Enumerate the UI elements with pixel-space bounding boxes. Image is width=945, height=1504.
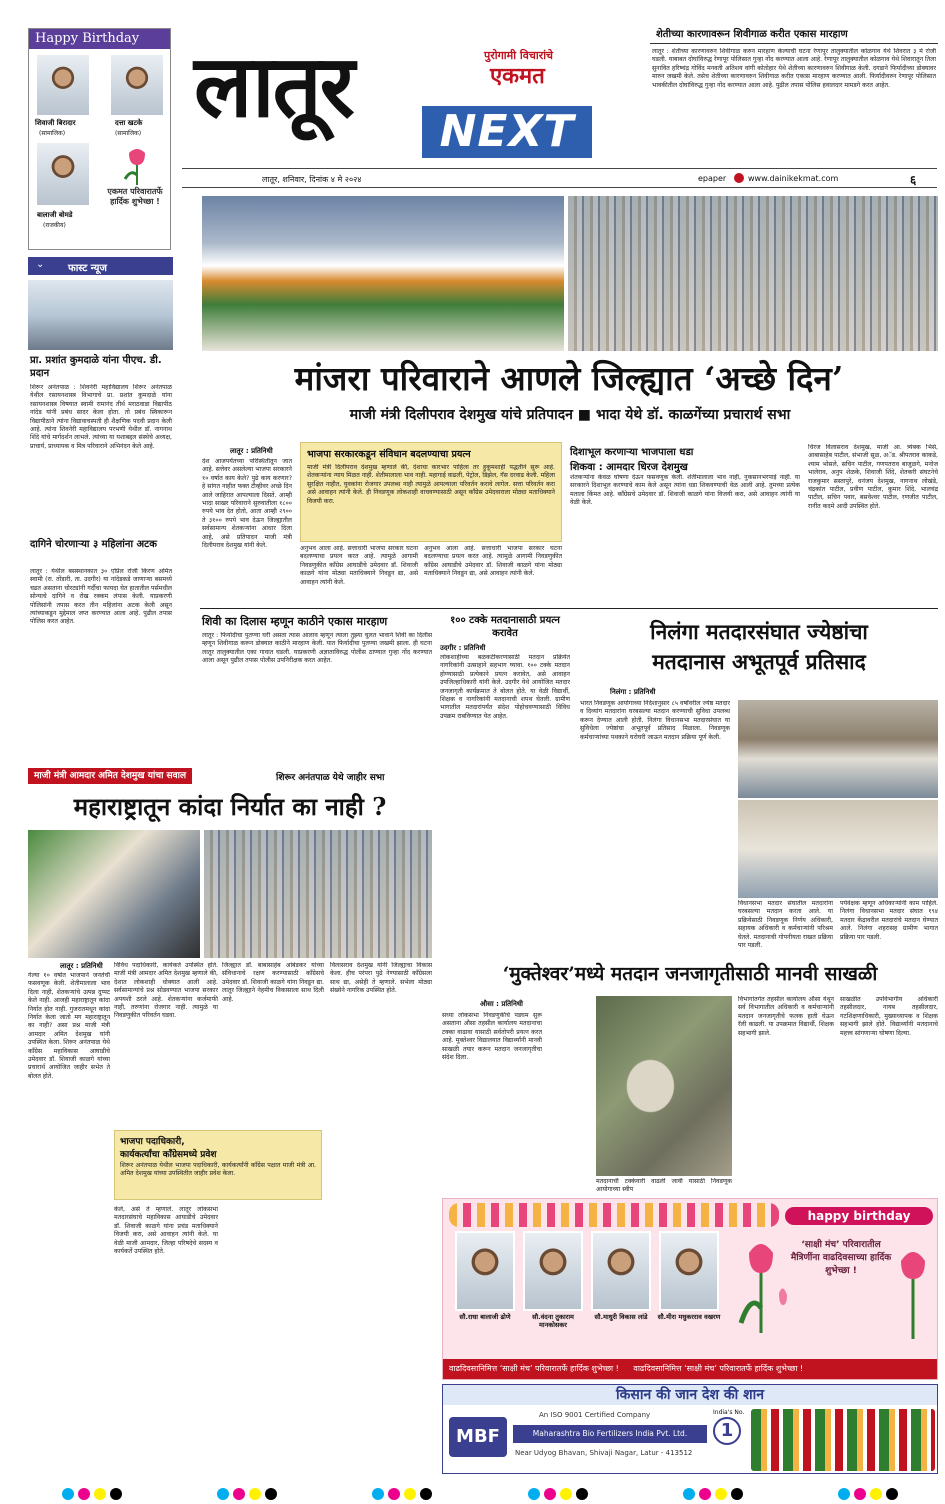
kanda-tag: माजी मंत्री आमदार अमित देशमुख यांचा सवाल <box>28 768 192 784</box>
sakshi-wish: ‘साक्षी मंच’ परिवारातील मैत्रिणींना वाढदिवसाच्या हार्दिक शुभेच्छा ! <box>790 1240 892 1276</box>
cmyk-swatch <box>60 1485 124 1499</box>
sakshi-photo-4 <box>659 1231 719 1311</box>
mukteshwar-photo <box>596 996 732 1176</box>
fast-news-item1-body: शिरूर अनंतपाळ : शिवनेरी महाविद्यालय शिरूर अनंतपाळ येथील रसायनशास्त्र विभागाचे प्रा. प्रशांत कुमदाळे यांना रसायनशास्त्र विषयात स्वामी रामानंद तीर्थ मराठवाडा विद्यापीठ नांदेड यांनी प्रबंध सादर केला होता. तो प्रबंध स्विकारून विद्यापीठाने त्यांना विद्यावाचस्पती ही शैक्षणिक पदवी प्रदान केली आहे. त्यांना शिवनेरी महाविद्यालय परभणी येथील डॉ. नागनाथ शिंदे यांचे मार्गदर्शन लाभले. त्यांच्या या यशाबद्दल संस्थेचे अध्यक्ष, प्राचार्य, प्राध्यापक व मित्र परिवाराने अभिनंदन केले आहे. <box>30 384 172 450</box>
story100-body: लोकशाहीच्या बळकटीकरणासाठी मतदान प्रक्रियेत नागरिकांनी उत्साहाने सहभाग घ्यावा. १०० टक्के मतदान होण्यासाठी प्रत्येकाने प्रयत्न करावेत, असे आवाहन उपजिल्हाधिकारी यांनी केले. उदगीर येथे आयोजित मतदार जनजागृती कार्यक्रमात ते बोलत होते. या वेळी विद्यार्थी, शिक्षक व नागरिकांनी मतदानाची शपथ घेतली. ग्रामीण भागातील मतदारांपर्यंत संदेश पोहोचवण्यासाठी विविध उपक्रम राबविण्यात येत आहेत. <box>440 654 570 720</box>
story100-headline: १०० टक्के मतदानासाठी प्रयत्न करावेत <box>450 615 560 639</box>
tulip-icon <box>117 145 157 185</box>
sakshi-photo-3 <box>591 1231 651 1311</box>
sakshi-ticker <box>443 1359 937 1379</box>
mukteshwar-caption: मतदानाची टक्केवारी वाढली जावी यासाठी निवडणूक आयोगाच्या स्वीप <box>596 1178 732 1194</box>
lead-side-head2: शिकवा : आमदार धिरज देशमुख <box>570 462 688 473</box>
ad-logo: MBF <box>449 1417 507 1457</box>
masthead-title: लातूर <box>194 36 353 137</box>
lead-photo-1 <box>202 196 564 351</box>
fast-news-title: फास्ट न्यूज <box>68 263 107 274</box>
ad-company: Maharashtra Bio Fertilizers India Pvt. Ltd. <box>513 1425 707 1443</box>
birthday-title: Happy Birthday <box>29 29 170 49</box>
kanda-photo-2 <box>204 830 432 958</box>
sakshi-ticker-text: वाढदिवसानिमित्त ‘साक्षी मंच’ परिवारातर्फे हार्दिक शुभेच्छा ! <box>633 1364 804 1373</box>
lead-byline: लातूर : प्रतिनिधी <box>230 447 273 455</box>
mbf-ad[interactable] <box>442 1384 938 1474</box>
sakshi-ticker-text: वाढदिवसानिमित्त ‘साक्षी मंच’ परिवारातर्फे हार्दिक शुभेच्छा ! <box>449 1364 619 1373</box>
ad-iso: An ISO 9001 Certified Company <box>539 1411 651 1419</box>
masthead <box>182 26 622 166</box>
fast-news-item2-head: दागिने चोरणाऱ्या ३ महिलांना अटक <box>30 539 157 550</box>
masthead-brand: एकमत <box>490 63 545 89</box>
nilanga-headline-2: मतदानास अभूतपूर्व प्रतिसाद <box>652 649 866 674</box>
mukteshwar-col3: साखळीत उपविभागीय अधिकारी तहसीलदार, नायब तहसीलदार, गटशिक्षणाधिकारी, मुख्याध्यापक व शिक्षक सहभागी झाले होते. विद्यार्थ्यांनी मतदानाचे महत्त्व सांगणाऱ्या घोषणा दिल्या. <box>840 996 938 1037</box>
lead-box <box>300 442 562 542</box>
birthday-name-3: बालाजी बोमडे <box>37 211 73 219</box>
nilanga-photo-1 <box>738 700 938 798</box>
sakshi-box <box>442 1198 938 1380</box>
sakshi-name-1: सौ.राधा बालाजी ढोणे <box>459 1313 511 1321</box>
masthead-tagline: पुरोगामी विचारांचे <box>484 49 554 62</box>
fast-news-item2-body: लातूर : येथील बसस्थानकात ३० एप्रिल रोजी किरण अमित स्वामी (रा. तोंडारी, ता. उदगीर) या नांदेडकडे जाणाऱ्या बसमध्ये चढत असताना चोरट्यांनी गर्दीचा फायदा घेत हातातील पर्समधील सोन्याचे दागिने व रोख रक्कम लंपास केली. याप्रकरणी पोलिसांनी तपास करत तीन महिलांना अटक केली असून त्यांच्याकडून मुद्देमाल जप्त करण्यात आला आहे. पुढील तपास पोलिस करत आहेत. <box>30 568 172 626</box>
globe-icon <box>734 173 744 183</box>
lead-box-body: माजी मंत्री दिलीपराव देशमुख म्हणाले की, देशाचा कारभार पाहिला तर हुकूमशाही पद्धतीने सुरू आहे. शेतकऱ्यांना न्याय मिळत नाही. शेतीमालाला भाव नाही. महागाई वाढली, पेट्रोल, डिझेल, गॅस दरवाढ केली. महिला सुरक्षित नाहीत, युवकांना रोजगार उपलब्ध नाही त्यामुळे आपल्याला परिवर्तन करावे लागेल. सत्ता परिवर्तन करा असे आवाहन त्यांनी केले. ही निवडणूक लोकशाही वाचवण्यासाठी असून काँग्रेस उमेदवाराला मोठ्या मताधिक्याने विजयी करा. <box>307 464 555 505</box>
kanda-tag-bar <box>28 768 432 784</box>
lead-side-head1: दिशाभूल करणाऱ्या भाजपाला धडा <box>570 447 694 458</box>
nilanga-headline-1: निलंगा मतदारसंघात ज्येष्ठांचा <box>650 619 868 644</box>
nilanga-body: भारत निवडणूक आयोगाच्या निर्देशानुसार ८५ वर्षांवरील ज्येष्ठ मतदार व दिव्यांग मतदारांना घरबसल्या मतदान करण्याची सुविधा उपलब्ध करून देण्यात आली होती. निलंगा विधानसभा मतदारसंघात या सुविधेला ज्येष्ठांचा अभूतपूर्व प्रतिसाद मिळाला. निवडणूक कर्मचाऱ्यांच्या पथकाने घरोघरी जाऊन मतदान प्रक्रिया पूर्ण केली. <box>580 700 730 741</box>
kanda-tag2: शिरूर अनंतपाळ येथे जाहीर सभा <box>276 773 385 783</box>
epaper-label: epaper <box>698 174 727 183</box>
website-link[interactable]: www.dainikekmat.com <box>748 174 839 183</box>
flower-row <box>449 1203 779 1227</box>
page-number: ६ <box>910 173 917 187</box>
lead-col3: अनुभव आला आहे. सत्ताधारी भाजपा सरकार घटना बदलण्याचा प्रयत्न करत आहे. त्यामुळे आगामी निवडणुकीत काँग्रेस आघाडीचे उमेदवार डॉ. शिवाजी काळगे यांना मोठ्या मताधिक्याने निवडून द्या, असे आवाहन त्यांनी केले. <box>424 545 562 578</box>
lead-headline: मांजरा परिवाराने आणले जिल्ह्यात ‘अच्छे दिन’ <box>294 359 844 398</box>
kanda-col3: केले, असे ते म्हणाले. लातूर लोकसभा मतदारसंघाचे महाविकास आघाडीचे उमेदवार डॉ. शिवाजी काळगे यांना प्रचंड मताधिक्याने विजयी करा, असे आवाहन त्यांनी केले. या वेळी माजी आमदार, जिल्हा परिषदेचे सदस्य व कार्यकर्ते उपस्थित होते. <box>114 1206 218 1256</box>
fast-news-item1-head: प्रा. प्रशांत कुमदाळे यांना पीएच. डी. प्रदान <box>30 355 162 379</box>
birthday-photo-3 <box>37 143 89 205</box>
kanda-col2: विविध पदाधिकारी, कार्यकर्ते उपस्थित होते. माजी मंत्री आमदार अमित देशमुख म्हणाले की, देशात लोकशाही धोक्यात आली आहे. सर्वसामान्यांचे प्रश्न सोडवण्यात भाजपा सरकार अपयशी ठरले आहे. शेतकऱ्यांना कर्जमाफी नाही, तरुणांना रोजगार नाही. त्यामुळे या निवडणुकीत परिवर्तन घडवा. <box>114 962 218 1020</box>
lead-col1: देश आजपर्यंतच्या परिस्थितीतून जात आहे. सत्तेवर असलेल्या भाजपा सरकारने १० वर्षात काय केले? पुढे काय करणार? हे सांगत नाहीत फक्त टीव्हीवर अच्छे दिन आले जाहिरात आपल्याला दिसते. आम्ही भादा साखर परिवाराने सुरुवातीला १८०० रुपये भाव देत होतो, आता आम्ही २९०० ते ३१०० रुपये भाव देऊन जिल्ह्यातील सर्वसामान्य शेतकऱ्यांना आधार दिला आहे, असे प्रतिपादन माजी मंत्री दिलीपराव देशमुख यांनी केले. <box>202 458 292 550</box>
ad-rank-label: India's No. <box>713 1409 745 1416</box>
kanda-box-body: शिरूर अनंतपाळ येथील भाजपा पदाधिकारी, कार्यकर्त्यांनी काँग्रेस पक्षात माजी मंत्री आ. अमित देशमुख यांच्या उपस्थितीत जाहीर प्रवेश केला. <box>120 1162 316 1178</box>
nilanga-col4: पर्यवेक्षक म्हणून अधिकाऱ्यांनी काम पाहिले. निलंगा विधानसभा मतदार संघात १९४ मतदार केंद्रावरील मतदारांचे मतदान घेण्यात आले. निलंगा शहरासह ग्रामीण भागात प्रक्रिया पार पडली. <box>840 900 938 941</box>
dateline-bar <box>182 168 937 188</box>
fast-news-header <box>28 257 173 275</box>
birthday-name-2: दत्ता खटके <box>115 119 143 127</box>
cmyk-swatch <box>526 1485 590 1499</box>
lead-subhead: माजी मंत्री दिलीपराव देशमुख यांचे प्रतिपादन ■ भादा येथे डॉ. काळगेंच्या प्रचारार्थ सभा <box>349 407 791 423</box>
birthday-photo-1 <box>37 55 89 115</box>
kanda-col4: जिल्ह्यात डॉ. बाबासाहेब आंबेडकर यांच्या संविधानाचे रक्षण करण्यासाठी काँग्रेसचे उमेदवार डॉ. शिवाजी काळगे यांना निवडून द्या. लातूर जिल्ह्याने नेहमीच विकासाला साथ दिली आहे. <box>222 962 324 1003</box>
sakshi-banner: happy birthday <box>785 1207 933 1225</box>
mukteshwar-headline: ‘मुक्तेश्वर’मध्ये मतदान जनजागृतीसाठी मानवी साखळी <box>502 963 878 985</box>
kanda-box-head2: कार्यकर्त्यांचा काँग्रेसमध्ये प्रवेश <box>120 1150 217 1160</box>
registration-marks <box>60 1485 900 1499</box>
ad-rank: 1 <box>720 1420 734 1441</box>
lead-col2: अनुभव आला आहे. सत्ताधारी भाजपा सरकार घटना बदलण्याचा प्रयत्न करत आहे. त्यामुळे आगामी निवडणुकीत काँग्रेस आघाडीचे उमेदवार डॉ. शिवाजी काळगे यांना मोठ्या मताधिक्याने निवडून द्या, असे आवाहन त्यांनी केले. <box>300 545 418 586</box>
lead-right-body: धिरज विलासराव देशमुख, माजी आ. त्र्यंबक भिसे, आबासाहेब पाटील, संभाजी सूळ, अॅड. श्रीपतराव काकडे, श्याम भोसले, सचिन पाटील, गणपतराव बाजुळगे, मनोज भालेराव, अनुप शेळके, शिवाजी शिंदे, शेतकरी संघटनेचे राजकुमार सस्तापुरे, धनंजय देशमुख, नागनाथ लोखंडे, चंद्रकांत पाटील, प्रवीण पाटील, कुमार शिंदे, भालचंद्र पाटील, सचिन पवार, बसवेश्वर पाटील, रणजीत पाटील, रानींत कदमे आदी उपस्थित होते. <box>808 444 938 510</box>
birthday-box <box>28 28 171 250</box>
nilanga-col3: विधानसभा मतदार संघातील मतदारांना घरबसल्या मतदान करता आले. या प्रक्रियेसाठी निवडणूक निर्णय अधिकारी, सहायक अधिकारी व कर्मचाऱ्यांनी परिश्रम घेतले. मतदानाची गोपनीयता राखत प्रक्रिया पार पडली. <box>738 900 833 950</box>
birthday-photo-2 <box>111 55 163 115</box>
sakshi-name-2: सौ.वंदना तुकाराम मानकोसकर <box>532 1313 574 1329</box>
cmyk-swatch <box>370 1485 434 1499</box>
masthead-next: NEXT <box>422 106 592 158</box>
nilanga-photo-2 <box>738 800 938 898</box>
birthday-role-1: (सामाजिक) <box>39 130 66 137</box>
top-right-headline: शेतीच्या कारणावरून शिवीगाळ करीत एकास मारहाण <box>650 26 938 44</box>
sakshi-photo-2 <box>523 1231 583 1311</box>
lead-side-body: शेतकऱ्यांना केवळ घोषणा देऊन फसवणूक केली. शेतीमालाला भाव नाही, नुकसानभरपाई नाही. या सरकारने दिशाभूल करण्याचे काम केले असून त्यांना धडा शिकवण्याची वेळ आली आहे. तुमच्या प्रत्येक मताला किंमत आहे. काँग्रेसचे उमेदवार डॉ. शिवाजी काळगे यांना विजयी करा, असे आवाहन त्यांनी या वेळी केले. <box>570 474 800 507</box>
birthday-role-2: (सामाजिक) <box>115 130 142 137</box>
birthday-name-1: शिवाजी बिरादार <box>35 119 76 127</box>
mukteshwar-col2: विभागांतर्गत तहसील कार्यालय औसा येथून सर्व विभागातील अधिकारी व कर्मचाऱ्यांनी मतदान जनजागृतीचे फलक हाती घेऊन रॅली काढली. या उपक्रमात विद्यार्थी, शिक्षक सहभागी झाले. <box>738 996 834 1037</box>
top-right-body: लातूर : शेतीच्या कारणावरुन शिवीगाळ करुन मारहाण केल्याची घटना रेणापूर तालुक्यातील कोळगाव येथे शिवरात ३ मे रोजी घडली. याबाबत दोघांविरुद्ध रेणापूर पोलिसात गुन्हा नोंद करण्यात आला आहे. रेणापूर तालुक्यातील कोळगाव येथे शिवारातून तिला सुनावित हरिष्चंद्र गोविंद मनवती अतिशय वांगी कोतोहार येथे शेतीच्या कारणावरुन शिवीगाळ केली. दगडाने फिर्यादीच्या डोक्यावर मारुन जखमी केले. तसेच शेतीच्या कारणावरुन शिवीगाळ करीत एकास मारहाण करण्यात आली. फिर्यादीवरुन रेणापूर पोलिसात भावकीतील दोघांविरुद्ध गुन्हा नोंद करण्यात आला आहे. पुढील तपास पोलिस हवालदार मामडगे करत आहेत. <box>652 48 936 89</box>
top-right-story <box>650 26 938 166</box>
sakshi-photo-1 <box>455 1231 515 1311</box>
shivi-body: लातूर : फिर्यादीचा पुतण्या घरी असता त्यास आलाव म्हणून त्याला तुझ्या चुलत भावाने शिवी का दिलीस म्हणून शिवीगाळ करून डोक्यात काठीने मारहाण केली. यात फिर्यादीचा पुतण्या जखमी झाला. ही घटना लातूर तालुक्यातील एका गावात घडली. याप्रकरणी अज्ञाताविरुद्ध पोलीस ठाण्यात गुन्हा नोंद करण्यात आला असून पुढील तपास पोलीस उपनिरीक्षक करत आहेत. <box>202 632 432 665</box>
ad-slogan: किसान की जान देश की शान <box>443 1385 937 1405</box>
mukteshwar-byline: औसा : प्रतिनिधी <box>480 1000 523 1008</box>
mukteshwar-col1: सध्या लोकसभा निवडणुकीचे पडघम सुरू असताना औसा तहसील कार्यालय मतदानाचा टक्का वाढावा यासाठी सर्वतोपरी प्रयत्न करत आहे. मुक्तेश्वर विद्यालयात विद्यार्थ्यांनी मानवी साखळी तयार करून मतदान जनजागृतीचा संदेश दिला. <box>442 1012 542 1062</box>
cmyk-swatch <box>836 1485 900 1499</box>
kanda-byline: लातूर : प्रतिनिधी <box>60 962 103 970</box>
birthday-wish: एकमत परिवारातर्फे हार्दिक शुभेच्छा ! <box>107 187 163 206</box>
kanda-headline: महाराष्ट्रातून कांदा निर्यात का नाही ? <box>73 792 387 821</box>
shivi-headline: शिवी का दिलास म्हणून काठीने एकास मारहाण <box>202 615 388 628</box>
lead-box-headline: भाजपा सरकारकडून संविधान बदलण्याचा प्रयत्न <box>307 449 471 460</box>
sakshi-name-3: सौ.माधुरी विकास लांडे <box>594 1313 648 1321</box>
story100-byline: उदगीर : प्रतिनिधी <box>440 644 486 652</box>
kanda-box-head1: भाजपा पदाधिकारी, <box>120 1137 185 1147</box>
fast-news-photo <box>28 280 173 350</box>
sakshi-name-4: सौ.मीरा मधुकरराव वखरण <box>657 1313 721 1321</box>
ad-address: Near Udyog Bhavan, Shivaji Nagar, Latur - 413512 <box>515 1449 693 1457</box>
lead-photo-2 <box>568 196 938 351</box>
birthday-role-3: (राजकीय) <box>43 222 66 229</box>
divider <box>200 608 938 609</box>
product-bottles <box>751 1409 935 1471</box>
chevron-down-icon: ⌄ <box>36 259 45 270</box>
nilanga-byline: निलंगा : प्रतिनिधी <box>610 688 656 696</box>
cmyk-swatch <box>681 1485 745 1499</box>
kanda-col5: विलासराव देशमुख यांनी जिल्ह्याचा विकास केला. हीच परंपरा पुढे नेण्यासाठी काँग्रेसला साथ द्या, असेही ते म्हणाले. सभेला मोठ्या संख्येने नागरिक उपस्थित होते. <box>330 962 432 995</box>
tulip-icon <box>731 1233 791 1333</box>
cmyk-swatch <box>215 1485 279 1499</box>
ad-rank-badge <box>713 1417 741 1445</box>
dateline: लातूर, शनिवार, दिनांक ४ मे २०२४ <box>262 175 362 184</box>
kanda-col1: गेल्या १० वर्षात भाजपाने जनतेची फसवणूक केली. शेतीमालाला भाव दिला नाही, शेतकऱ्यांचे उत्पन्न दुप्पट केले नाही. आजही महाराष्ट्रातून कांदा निर्यात होत नाही. गुजरातमधून कांदा निर्यात केला जातो मग महाराष्ट्रातून का नाही? असा प्रश्न माजी मंत्री आमदार अमित देशमुख यांनी उपस्थित केला. शिरूर अनंतपाळ येथे काँग्रेस महाविकास आघाडीचे उमेदवार डॉ. शिवाजी काळगे यांच्या प्रचारार्थ आयोजित जाहीर सभेत ते बोलत होते. <box>28 972 110 1080</box>
tulip-icon <box>893 1239 933 1339</box>
kanda-photo-1 <box>28 830 200 958</box>
